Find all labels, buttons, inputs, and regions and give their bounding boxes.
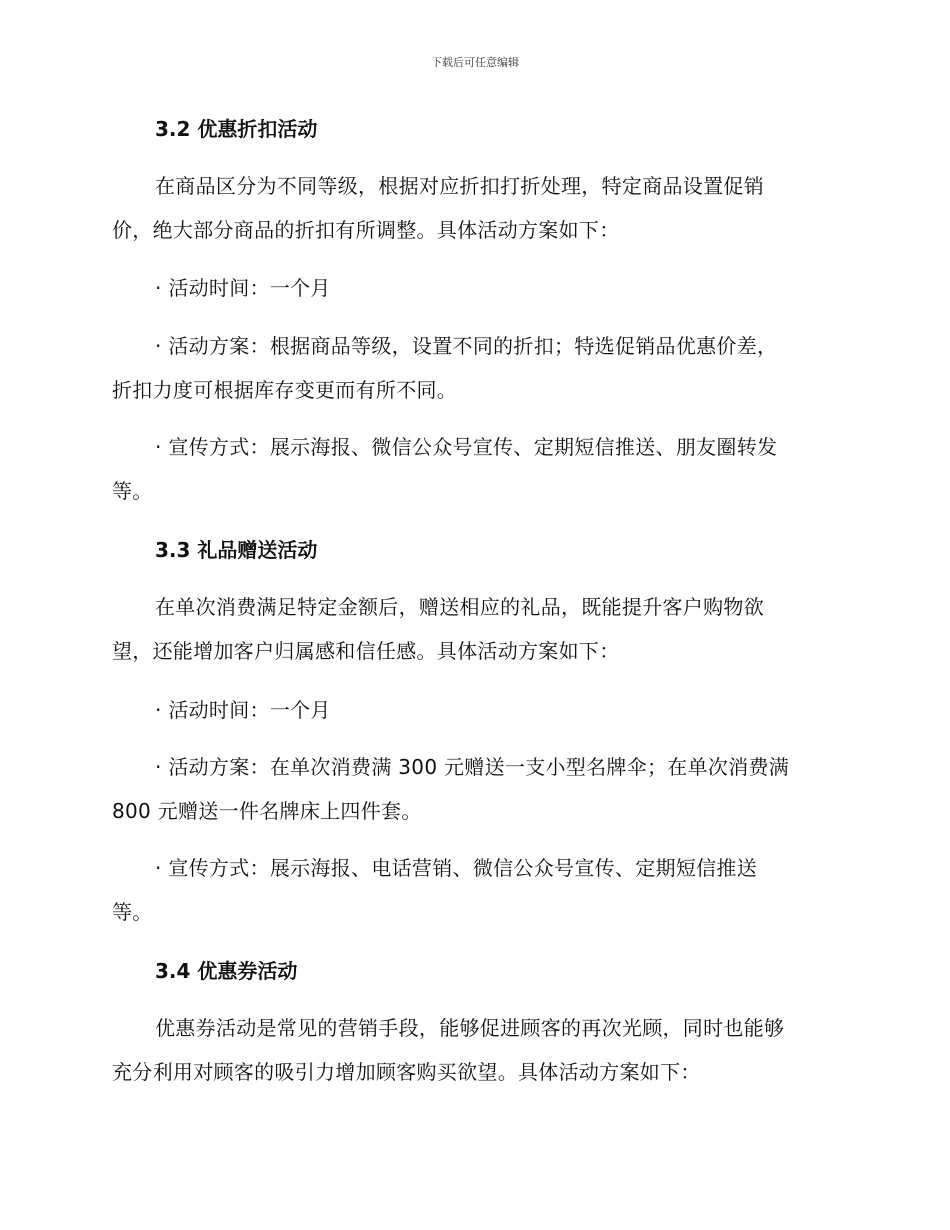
list-item-line: · 活动方案：根据商品等级，设置不同的折扣；特选促销品优惠价差， (155, 334, 778, 358)
list-item (112, 324, 832, 412)
paragraph-line: 在单次消费满足特定金额后，赠送相应的礼品，既能提升客户购物欲 (155, 595, 764, 619)
list-item-line: 800 元赠送一件名牌床上四件套。 (112, 799, 422, 823)
list-item (112, 696, 832, 724)
paragraph (112, 164, 832, 252)
list-item-line: · 宣传方式：展示海报、微信公众号宣传、定期短信推送、朋友圈转发 (155, 435, 778, 459)
list-item-line: · 宣传方式：展示海报、电话营销、微信公众号宣传、定期短信推送 (155, 856, 758, 880)
paragraph-line: 充分利用对顾客的吸引力增加顾客购买欲望。具体活动方案如下： (112, 1060, 701, 1084)
list-item (112, 274, 832, 302)
paragraph (112, 1006, 832, 1094)
section-heading: 3.4 优惠券活动 (155, 959, 298, 983)
list-item-line: 等。 (112, 479, 153, 503)
list-item-line: 等。 (112, 900, 153, 924)
paragraph-line: 价，绝大部分商品的折扣有所调整。具体活动方案如下： (112, 218, 620, 242)
list-item (112, 846, 832, 934)
page-header: 下载后可任意编辑 (431, 56, 519, 69)
paragraph-line: 在商品区分为不同等级，根据对应折扣打折处理，特定商品设置促销 (155, 174, 764, 198)
list-item-line: · 活动方案：在单次消费满 300 元赠送一支小型名牌伞；在单次消费满 (155, 755, 790, 779)
section-heading: 3.3 礼品赠送活动 (155, 538, 318, 562)
list-item-line: · 活动时间：一个月 (155, 698, 331, 722)
paragraph-line: 望，还能增加客户归属感和信任感。具体活动方案如下： (112, 639, 620, 663)
list-item-line: 折扣力度可根据库存变更而有所不同。 (112, 378, 458, 402)
paragraph-line: 优惠券活动是常见的营销手段，能够促进顾客的再次光顾，同时也能够 (155, 1016, 785, 1040)
list-item (112, 745, 832, 833)
list-item (112, 425, 832, 513)
section-heading: 3.2 优惠折扣活动 (155, 117, 318, 141)
list-item-line: · 活动时间：一个月 (155, 276, 331, 300)
paragraph (112, 585, 832, 673)
